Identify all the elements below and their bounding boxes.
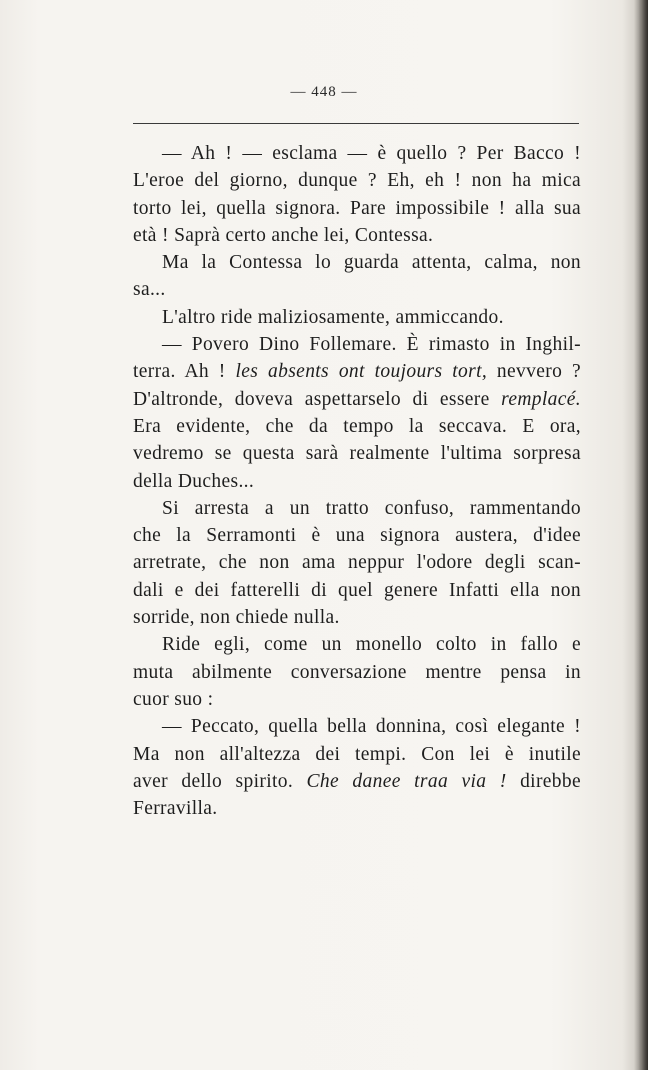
text-line: Si arresta a un tratto confuso, rammentando — [162, 497, 581, 519]
text-line: — Ah ! — esclama — è quello ? Per Bacco ! — [162, 143, 581, 164]
text-line: vedremo se questa sarà realmente l'ultima sorpresa — [133, 443, 581, 465]
text-segment: aver dello spirito. — [133, 770, 307, 792]
text-line: Ride egli, come un monello colto in fallo e — [162, 634, 581, 656]
text-line: Era evidente, che da tempo la seccava. E ora, — [133, 415, 581, 437]
page-number: — 448 — — [290, 84, 358, 100]
text-segment: nevvero ? — [487, 361, 582, 383]
text-line: arretrate, che non ama neppur l'odore degli scan- — [133, 552, 581, 574]
text-line: Ferravilla. — [133, 798, 218, 820]
text-line: cuor suo : — [133, 688, 214, 710]
page-edge-shadow — [634, 0, 648, 1070]
italic-segment: remplacé. — [501, 388, 581, 410]
text-line — [133, 358, 581, 385]
text-line: L'eroe del giorno, dunque ? Eh, eh ! non ha mica — [133, 170, 581, 192]
body-text — [133, 140, 581, 822]
text-line: torto lei, quella signora. Pare impossibile ! alla sua — [133, 197, 581, 219]
italic-segment: Che danee traa via ! — [306, 770, 507, 792]
text-line: della Duches... — [133, 470, 255, 492]
text-line: sa... — [133, 279, 166, 301]
text-segment: direbbe — [506, 770, 581, 792]
text-segment: terra. Ah ! — [133, 361, 236, 383]
text-line: Ma la Contessa lo guarda attenta, calma, non — [162, 252, 581, 274]
text-segment: D'altronde, doveva aspettarselo di essere — [133, 388, 502, 410]
text-line: — Povero Dino Follemare. È rimasto in Inghil- — [162, 334, 581, 356]
header-rule — [133, 123, 579, 124]
text-line: L'altro ride maliziosamente, ammiccando. — [162, 306, 504, 328]
text-line — [133, 386, 581, 413]
text-line: dali e dei fatterelli di quel genere Infatti ella non — [133, 579, 581, 601]
text-line: che la Serramonti è una signora austera, d'idee — [133, 525, 581, 547]
italic-segment: les absents ont toujours tort, — [235, 361, 488, 383]
text-line: età ! Saprà certo anche lei, Contessa. — [133, 224, 434, 246]
text-line: sorride, non chiede nulla. — [133, 607, 340, 629]
text-line: Ma non all'altezza dei tempi. Con lei è inutile — [133, 743, 581, 765]
text-line — [133, 768, 581, 795]
text-line: muta abilmente conversazione mentre pensa in — [133, 661, 581, 683]
text-line: — Peccato, quella bella donnina, così elegante ! — [162, 716, 581, 738]
